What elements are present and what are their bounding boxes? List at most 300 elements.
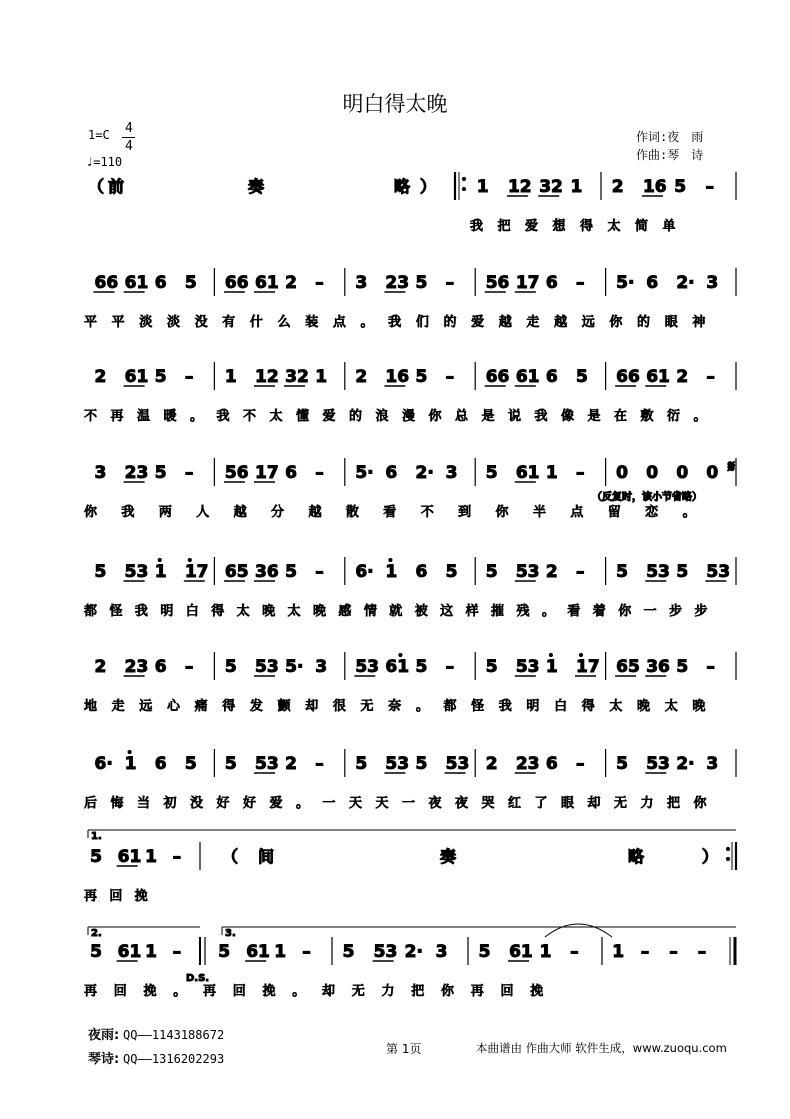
lyric-char: 却 <box>587 796 601 811</box>
lyric-char: 分 <box>271 505 285 520</box>
note: 2· <box>404 942 423 962</box>
note: – <box>184 367 194 387</box>
note: 12 <box>255 367 279 387</box>
note: 5 <box>224 657 237 677</box>
note: – <box>640 942 650 962</box>
note: 53 <box>515 562 540 582</box>
lyric-char: 爱 <box>471 315 485 330</box>
note: 61 <box>255 273 279 293</box>
note: 5 <box>94 562 107 582</box>
lyric-char: 我 <box>121 505 135 520</box>
lyric-char: 太 <box>287 604 301 619</box>
note: – <box>315 463 324 483</box>
note: 6· <box>355 562 374 582</box>
lyric-char: 回 <box>500 984 514 999</box>
lyric-char: 你 <box>441 984 455 999</box>
lyric-char: 平 <box>111 315 125 330</box>
lyric-char: 走 <box>111 699 125 714</box>
lyric-char: 单 <box>662 219 676 234</box>
note: 0 <box>646 463 659 483</box>
lyric-char: 点 <box>570 505 584 520</box>
note: 1 <box>154 562 167 582</box>
lyric-char: 总 <box>455 409 469 424</box>
lyric-char: 白 <box>185 604 199 619</box>
note: 65 <box>616 657 640 677</box>
lyric-char: 人 <box>196 505 210 520</box>
lyric-char: 看 <box>567 604 581 619</box>
lyric-char: 地 <box>84 699 98 714</box>
note: 1 <box>315 367 328 387</box>
note: 2· <box>676 754 695 774</box>
note: 5· <box>616 273 635 293</box>
note: 6 <box>646 273 659 293</box>
high-octave-dot <box>128 750 131 753</box>
lyric-char: 回 <box>109 889 123 904</box>
note: 2 <box>94 657 107 677</box>
lyric-char: 浪 <box>375 409 389 424</box>
lyric-char: 再 <box>203 984 217 999</box>
note: 2 <box>285 754 297 774</box>
lyric-char: 感 <box>338 604 352 619</box>
note: 0 <box>676 463 689 483</box>
note: 36 <box>255 562 279 582</box>
note: 66 <box>616 367 640 387</box>
note: 6 <box>545 367 558 387</box>
lyric-char: 再 <box>470 984 484 999</box>
note: 66 <box>485 367 510 387</box>
prelude-c: 略 <box>394 177 411 196</box>
note: 6 <box>385 463 398 483</box>
lyric-char: 挽 <box>262 984 276 999</box>
lyric-char: 懂 <box>296 409 310 424</box>
lyric-char: 情 <box>363 604 377 619</box>
note: – <box>184 657 194 677</box>
note: – <box>445 657 455 677</box>
note: 5 <box>676 657 689 677</box>
lyric-char: 得 <box>211 604 225 619</box>
note: – <box>184 463 194 483</box>
note: 6 <box>154 273 167 293</box>
lyric-char: 红 <box>508 796 522 811</box>
contact-1-name: 夜雨: <box>88 1028 120 1043</box>
note: 5 <box>415 754 428 774</box>
lyric-char: 我 <box>388 315 402 330</box>
lyric-char: 力 <box>381 984 395 999</box>
note: 56 <box>224 463 249 483</box>
note: 1 <box>545 463 558 483</box>
interlude-b: 奏 <box>440 847 457 866</box>
lyric-char: 都 <box>84 604 98 619</box>
note: 0 <box>616 463 628 483</box>
lyric-char: 就 <box>389 604 403 619</box>
lyric-char: 挽 <box>530 984 544 999</box>
lyric-char: 说 <box>508 409 522 424</box>
note: 5 <box>485 562 498 582</box>
lyric-char: 晚 <box>692 699 706 714</box>
contact-1-qq: QQ——1143188672 <box>123 1028 225 1042</box>
lyric-char: 夜 <box>455 796 469 811</box>
note: 53 <box>706 562 731 582</box>
time-denominator: 4 <box>125 139 133 154</box>
lyric-char: 远 <box>139 699 153 714</box>
lyric-char: 白 <box>554 699 568 714</box>
high-octave-dot <box>579 653 582 656</box>
lyric-char: 好 <box>216 796 230 811</box>
note: 6 <box>154 754 167 774</box>
interlude-a: 间 <box>258 847 275 866</box>
lyric-char: 你 <box>609 315 623 330</box>
lyric-char: 装 <box>305 315 319 330</box>
note: 5 <box>616 754 628 774</box>
lyric-char: 点 <box>332 315 346 330</box>
note: 6 <box>285 463 297 483</box>
note: 53 <box>646 754 670 774</box>
contact-2 <box>88 1048 224 1067</box>
lyric-char: 挽 <box>143 984 157 999</box>
note: 66 <box>224 273 249 293</box>
note: 66 <box>94 273 119 293</box>
lyric-char: 太 <box>269 409 283 424</box>
lyric-char: 了 <box>534 796 548 811</box>
lyric-char: 把 <box>497 219 511 234</box>
high-octave-dot <box>188 558 191 561</box>
note: 2 <box>676 367 689 387</box>
lyric-char: 这 <box>440 604 454 619</box>
lyric-char: 太 <box>609 699 623 714</box>
note: – <box>172 847 182 867</box>
lyric-char: 再 <box>110 409 124 424</box>
lyric-char: 得 <box>580 219 594 234</box>
tempo-value: =110 <box>93 155 123 169</box>
lyric-char: 看 <box>383 505 397 520</box>
interlude-open: （ <box>222 847 239 866</box>
lyric-char: 明 <box>160 604 174 619</box>
note: 3 <box>94 463 107 483</box>
lyric-char: 你 <box>693 796 707 811</box>
lyric-char: 心 <box>166 699 180 714</box>
lyric-char: 爱 <box>322 409 336 424</box>
lyric-char: 好 <box>243 796 257 811</box>
note: 6 <box>154 657 167 677</box>
note: 5 <box>616 562 628 582</box>
lyric-char: 简 <box>635 219 649 234</box>
lyric-char: 你 <box>428 409 442 424</box>
note: 32 <box>285 367 309 387</box>
lyric-char: 我 <box>498 699 512 714</box>
key-label: 1=C <box>88 128 110 142</box>
note: 61 <box>509 942 533 962</box>
lyric-char: 回 <box>232 984 246 999</box>
lyric-char: 眼 <box>664 315 678 330</box>
lyric-char: 太 <box>664 699 678 714</box>
note: – <box>315 273 324 293</box>
lyric-char: 我 <box>134 604 148 619</box>
note: 53 <box>646 562 670 582</box>
lyric-char: 的 <box>349 409 363 424</box>
lyric-char: 样 <box>465 604 479 619</box>
note: 36 <box>646 657 670 677</box>
note: 5 <box>285 562 297 582</box>
lyric-char: 把 <box>411 984 425 999</box>
lyric-char: 摧 <box>491 604 505 619</box>
high-octave-dot <box>389 558 392 561</box>
note: – <box>576 463 585 483</box>
note: 2 <box>355 367 368 387</box>
lyric-char: 奈 <box>388 699 402 714</box>
lyric-char: 却 <box>305 699 319 714</box>
lyric-char: 一 <box>402 796 416 811</box>
lyric-char: 怪 <box>109 604 123 619</box>
lyric-char: 后 <box>84 796 98 811</box>
lyric-char: 神 <box>692 315 706 330</box>
song-title: 明白得太晚 <box>342 92 448 116</box>
lyric-char: 淡 <box>139 315 153 330</box>
lyric-char: 哭 <box>481 796 495 811</box>
lyric-char: 淡 <box>166 315 180 330</box>
lyric-char: 天 <box>349 796 363 811</box>
note: 5 <box>415 273 428 293</box>
note: 5 <box>90 847 102 867</box>
lyric-char: 怪 <box>471 699 485 714</box>
lyric-char: 留 <box>607 505 621 520</box>
note: 16 <box>385 367 410 387</box>
note: 2· <box>676 273 695 293</box>
interlude-c: 略 <box>628 847 645 866</box>
lyric-char: 越 <box>554 315 568 330</box>
note: 17 <box>184 562 209 582</box>
lyric-char: 你 <box>84 505 98 520</box>
note: 1 <box>145 942 157 962</box>
lyric-char: 你 <box>495 505 509 520</box>
note: – <box>576 273 585 293</box>
lyric-char: 什 <box>249 315 263 330</box>
note: 1 <box>545 657 558 677</box>
lyric-char: 步 <box>669 604 683 619</box>
note: 53 <box>385 754 410 774</box>
lyric-char: 当 <box>137 796 151 811</box>
tie-arc <box>545 924 612 937</box>
lyric-char: 无 <box>351 984 365 999</box>
lyric-char: 。 <box>292 984 306 999</box>
lyric-char: 我 <box>470 219 484 234</box>
lyric-char: 颤 <box>277 699 291 714</box>
lyric-char: 再 <box>84 889 98 904</box>
note: 61 <box>246 942 270 962</box>
note: 3 <box>706 273 719 293</box>
lyric-char: 。 <box>360 315 374 330</box>
note: 5 <box>576 367 588 387</box>
lyric-char: 步 <box>694 604 708 619</box>
note: 53 <box>355 657 379 677</box>
note: 3 <box>435 942 448 962</box>
lyric-char: 着 <box>592 604 606 619</box>
high-octave-dot <box>399 653 402 656</box>
lyric-char: 像 <box>561 409 575 424</box>
lyric-char: 到 <box>458 505 472 520</box>
lyric-char: 们 <box>415 315 429 330</box>
lyricist-credit: 作词:夜 雨 <box>636 130 704 144</box>
lyric-char: 不 <box>420 505 434 520</box>
note: 5 <box>415 657 428 677</box>
lyric-char: 一 <box>643 604 657 619</box>
note: 1 <box>385 562 398 582</box>
note: 23 <box>124 463 149 483</box>
note: – <box>302 942 311 962</box>
lyric-char: 没 <box>194 315 208 330</box>
lyric-char: 衍 <box>667 409 681 424</box>
lyric-char: 悔 <box>110 796 124 811</box>
repeat-dot <box>726 857 729 860</box>
high-octave-dot <box>549 653 552 656</box>
lyric-char: 有 <box>222 315 236 330</box>
note: 6 <box>545 273 558 293</box>
note: 53 <box>373 942 398 962</box>
note: – <box>315 562 324 582</box>
lyric-char: 。 <box>541 604 555 619</box>
high-octave-dot <box>158 558 161 561</box>
note: 5 <box>154 367 167 387</box>
generator-note: 本曲谱由 作曲大师 软件生成，www.zuoqu.com <box>476 1041 727 1055</box>
note: 53 <box>255 657 279 677</box>
lyric-char: 晚 <box>262 604 276 619</box>
lyric-char: 你 <box>618 604 632 619</box>
lyric-char: 被 <box>414 604 428 619</box>
lyric-char: 越 <box>233 505 247 520</box>
lyric-char: 把 <box>667 796 681 811</box>
interlude-close: ） <box>702 847 719 866</box>
lyric-char: 。 <box>296 796 310 811</box>
lyric-char: 没 <box>190 796 204 811</box>
lyric-char: 恋 <box>645 505 659 520</box>
lyric-char: 不 <box>243 409 257 424</box>
note: 1 <box>539 942 552 962</box>
lyric-char: 发 <box>249 699 263 714</box>
note: 3 <box>706 754 719 774</box>
lyric-char: 远 <box>581 315 595 330</box>
lyric-char: 无 <box>360 699 374 714</box>
lyric-char: 晚 <box>637 699 651 714</box>
lyric-char: 爱 <box>269 796 283 811</box>
note: 1 <box>224 367 237 387</box>
lyric-char: 太 <box>236 604 250 619</box>
lyric-char: 是 <box>587 409 601 424</box>
note: – <box>705 177 714 197</box>
lyric-char: 敷 <box>640 409 654 424</box>
lyric-char: 温 <box>137 409 151 424</box>
lyric-char: 我 <box>534 409 548 424</box>
lyric-char: 夜 <box>428 796 442 811</box>
volta-3-label: 3. <box>225 928 236 939</box>
time-numerator: 4 <box>125 121 133 136</box>
lyric-char: 在 <box>614 409 628 424</box>
composer-credit: 作曲:琴 诗 <box>636 148 704 162</box>
lyric-char: 么 <box>277 315 291 330</box>
note: 5 <box>342 942 355 962</box>
note: 32 <box>539 177 563 197</box>
note: 5 <box>184 273 197 293</box>
note: 53 <box>445 754 470 774</box>
lyric-char: 不 <box>84 409 98 424</box>
note: 5· <box>285 657 304 677</box>
note: 61 <box>124 367 149 387</box>
note: 53 <box>255 754 279 774</box>
note: – <box>669 942 678 962</box>
note: 5 <box>445 562 458 582</box>
lyric-char: 半 <box>532 505 546 520</box>
note: 16 <box>642 177 667 197</box>
note: 5· <box>355 463 374 483</box>
prelude-a: 前 <box>108 177 125 196</box>
lyric-char: 初 <box>163 796 177 811</box>
note: 1 <box>612 942 625 962</box>
note: – <box>570 942 579 962</box>
lyric-char: 我 <box>216 409 230 424</box>
note: 1 <box>145 847 157 867</box>
lyric-char: 明 <box>526 699 540 714</box>
note: – <box>706 367 715 387</box>
lyric-char: 很 <box>332 699 346 714</box>
ds-mark: D.S. <box>186 973 210 984</box>
note: 2 <box>285 273 297 293</box>
note: – <box>576 562 585 582</box>
lyric-char: 得 <box>581 699 595 714</box>
lyric-char: 是 <box>481 409 495 424</box>
quarter-note-icon: ♩ <box>86 155 94 169</box>
segno-note: （反复时，该小节省略） <box>592 492 702 503</box>
contact-2-qq: QQ——1316202293 <box>123 1052 225 1066</box>
note: – <box>315 754 324 774</box>
note: – <box>697 942 707 962</box>
note: 2· <box>415 463 434 483</box>
note: 5 <box>90 942 102 962</box>
note: 2 <box>611 177 624 197</box>
lyric-char: 爱 <box>525 219 539 234</box>
note: 5 <box>674 177 687 197</box>
note: 61 <box>117 942 142 962</box>
note: 5 <box>676 562 689 582</box>
repeat-dot <box>462 177 465 180</box>
segno-icon: 𝄋 <box>728 457 735 476</box>
lyric-char: 越 <box>308 505 322 520</box>
repeat-dot <box>462 187 465 190</box>
repeat-dot <box>726 847 729 850</box>
note: 61 <box>515 367 540 387</box>
lyric-char: 。 <box>693 409 707 424</box>
note: – <box>706 657 715 677</box>
note: 5 <box>154 463 167 483</box>
note: 6 <box>415 562 428 582</box>
note: 56 <box>485 273 510 293</box>
note: 6· <box>94 754 113 774</box>
prelude-close: ） <box>420 177 437 196</box>
lyric-char: 回 <box>113 984 127 999</box>
note: 1 <box>570 177 583 197</box>
note: 2 <box>94 367 107 387</box>
note: 17 <box>576 657 600 677</box>
prelude-b: 奏 <box>248 177 265 196</box>
lyric-char: 暖 <box>163 409 177 424</box>
note: 53 <box>515 657 540 677</box>
lyric-char: 太 <box>607 219 621 234</box>
lyric-char: 。 <box>415 699 429 714</box>
lyric-char: 无 <box>614 796 628 811</box>
note: 61 <box>515 463 540 483</box>
lyric-char: 晚 <box>312 604 326 619</box>
note: 2 <box>545 562 558 582</box>
note: 1 <box>476 177 489 197</box>
lyric-char: 散 <box>345 505 359 520</box>
note: 5 <box>355 754 368 774</box>
